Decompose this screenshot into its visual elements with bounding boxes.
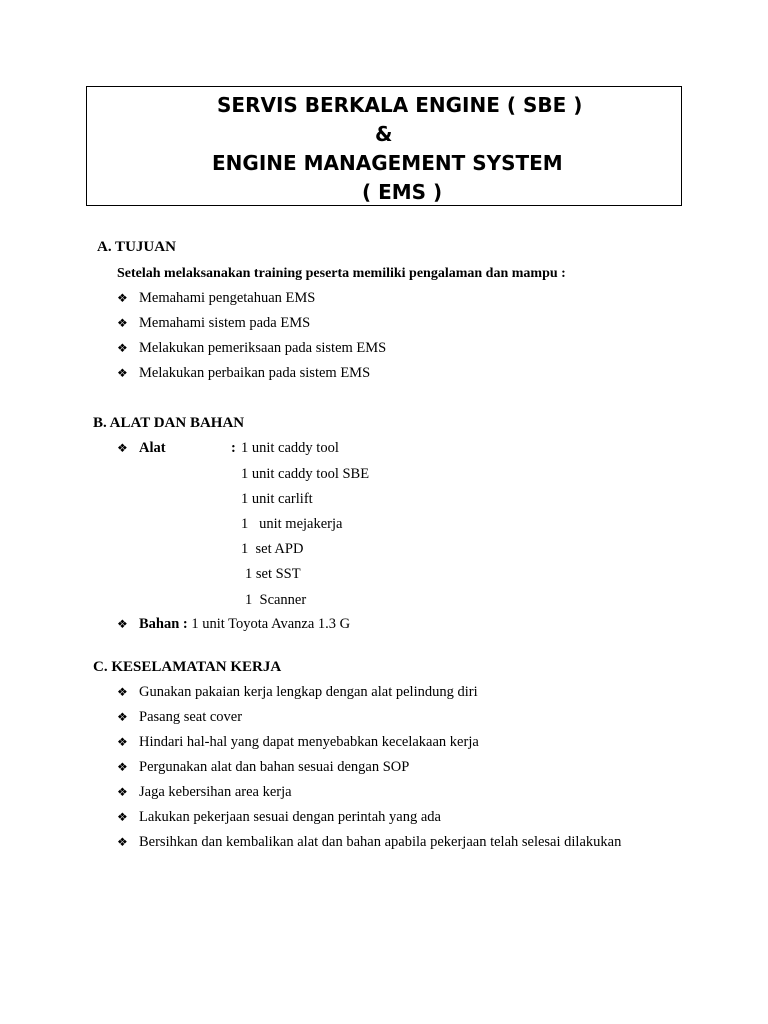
- bahan-label: Bahan :: [139, 616, 188, 632]
- list-item-text: Pasang seat cover: [139, 709, 243, 725]
- diamond-bullet-icon: ❖: [117, 735, 128, 749]
- title-box: [86, 86, 682, 206]
- title-line-3: ENGINE MANAGEMENT SYSTEM: [212, 151, 563, 175]
- title-line-4: ( EMS ): [362, 180, 443, 204]
- list-item: [117, 682, 478, 702]
- diamond-bullet-icon: ❖: [117, 785, 128, 799]
- tool-item: 1 unit mejakerja: [241, 516, 343, 532]
- list-item-text: Jaga kebersihan area kerja: [139, 784, 292, 800]
- list-item-text: Bersihkan dan kembalikan alat dan bahan apabila pekerjaan telah selesai dilakukan: [139, 834, 622, 850]
- alat-label-row: [117, 438, 166, 458]
- tool-item: 1 set SST: [245, 566, 301, 582]
- diamond-bullet-icon: ❖: [117, 835, 128, 849]
- alat-label: Alat: [139, 440, 166, 456]
- bahan-row: [117, 614, 350, 634]
- diamond-bullet-icon: ❖: [117, 617, 128, 631]
- list-item: [117, 807, 441, 827]
- list-item: [117, 757, 409, 777]
- list-item-text: Memahami sistem pada EMS: [139, 315, 311, 331]
- section-a-intro: Setelah melaksanakan training peserta memiliki pengalaman dan mampu :: [117, 266, 566, 281]
- tool-item: 1 unit caddy tool SBE: [241, 466, 370, 482]
- tool-item: 1 unit carlift: [241, 491, 313, 507]
- list-item: [117, 313, 310, 333]
- tool-item: 1 unit caddy tool: [241, 440, 339, 456]
- list-item: [117, 288, 315, 308]
- tool-item: 1 Scanner: [245, 592, 307, 608]
- list-item: [117, 338, 386, 358]
- alat-colon: :: [231, 440, 236, 456]
- tool-item: 1 set APD: [241, 541, 304, 557]
- list-item: [117, 707, 242, 727]
- list-item-text: Gunakan pakaian kerja lengkap dengan alat pelindung diri: [139, 684, 478, 700]
- list-item: [117, 782, 292, 802]
- diamond-bullet-icon: ❖: [117, 341, 128, 355]
- diamond-bullet-icon: ❖: [117, 760, 128, 774]
- section-b-heading: B. ALAT DAN BAHAN: [93, 415, 245, 431]
- list-item-text: Melakukan pemeriksaan pada sistem EMS: [139, 340, 387, 356]
- diamond-bullet-icon: ❖: [117, 685, 128, 699]
- diamond-bullet-icon: ❖: [117, 710, 128, 724]
- diamond-bullet-icon: ❖: [117, 441, 128, 455]
- list-item-text: Pergunakan alat dan bahan sesuai dengan SOP: [139, 759, 410, 775]
- diamond-bullet-icon: ❖: [117, 366, 128, 380]
- list-item: [117, 832, 621, 852]
- list-item: [117, 732, 479, 752]
- section-a-heading: A. TUJUAN: [97, 239, 176, 255]
- list-item-text: Memahami pengetahuan EMS: [139, 290, 316, 306]
- bahan-value: 1 unit Toyota Avanza 1.3 G: [191, 616, 351, 632]
- title-line-2: &: [375, 122, 393, 146]
- diamond-bullet-icon: ❖: [117, 810, 128, 824]
- list-item-text: Melakukan perbaikan pada sistem EMS: [139, 365, 371, 381]
- list-item-text: Hindari hal-hal yang dapat menyebabkan kecelakaan kerja: [139, 734, 479, 750]
- diamond-bullet-icon: ❖: [117, 316, 128, 330]
- diamond-bullet-icon: ❖: [117, 291, 128, 305]
- section-c-heading: C. KESELAMATAN KERJA: [93, 659, 282, 675]
- title-line-1: SERVIS BERKALA ENGINE ( SBE ): [217, 93, 583, 117]
- list-item: [117, 363, 370, 383]
- list-item-text: Lakukan pekerjaan sesuai dengan perintah yang ada: [139, 809, 441, 825]
